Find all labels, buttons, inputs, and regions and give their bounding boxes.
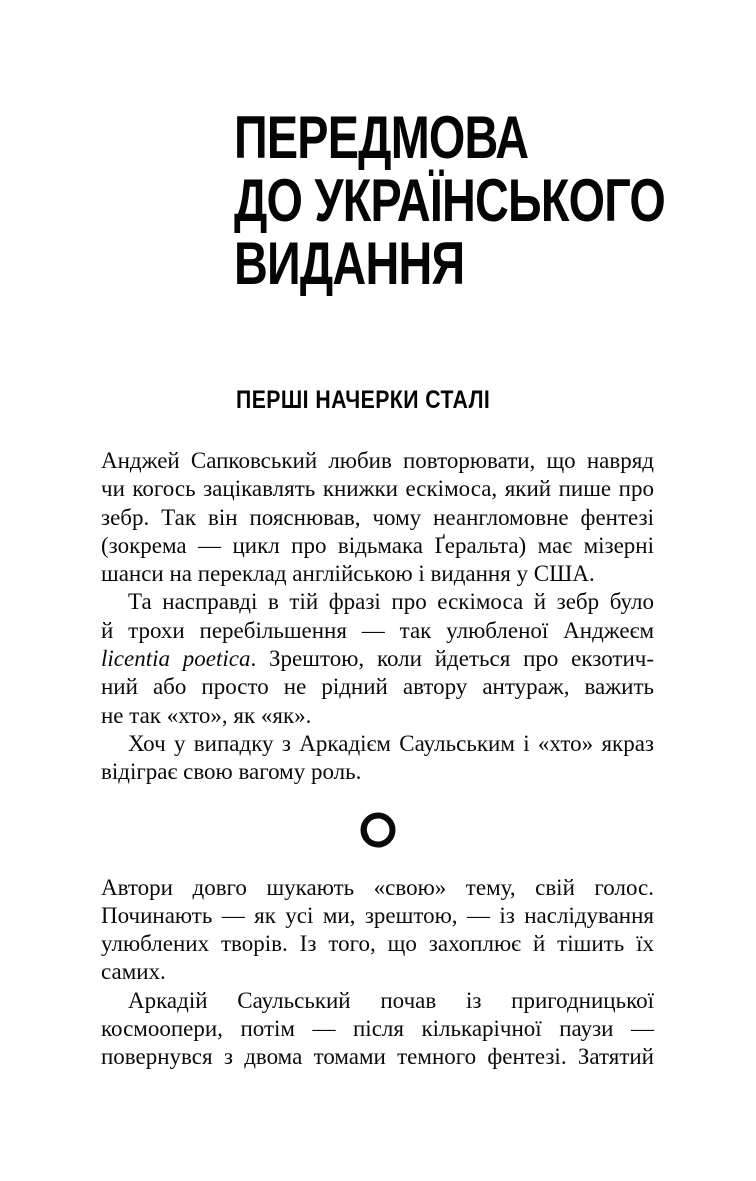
chapter-title-text: ДО УКРАЇНСЬКОГО [234, 167, 666, 234]
italic-text-run: licentia poetica [101, 646, 251, 672]
paragraph [101, 874, 654, 987]
text-run: самих. [101, 959, 166, 985]
text-line [101, 447, 654, 475]
chapter-title-line [234, 106, 756, 169]
paragraph [101, 730, 654, 787]
section-heading-text: ПЕРШІ НАЧЕРКИ СТАЛІ [236, 386, 491, 414]
text-line [101, 645, 654, 673]
text-run: повернувся з двома томами темного фентезі. Затятий [101, 1044, 654, 1070]
text-line [101, 504, 654, 532]
ornament-divider [101, 787, 654, 874]
chapter-title-text: ВИДАННЯ [234, 230, 465, 297]
text-run: . Зрештою, коли йдеться про екзотич- [250, 646, 654, 672]
text-line [101, 1043, 654, 1071]
text-run: шанси на переклад англійською і видання у США. [101, 561, 595, 587]
text-line [101, 588, 654, 616]
text-line [101, 475, 654, 503]
chapter-title [234, 106, 756, 295]
text-run: Починають — як усі ми, зрештою, — із наслідування [101, 902, 654, 928]
text-run: (зокрема — цикл про відьмака Ґеральта) має мізерні [101, 532, 654, 558]
chapter-title-text: ПЕРЕДМОВА [234, 104, 529, 171]
text-run: зебр. Так він пояснював, чому неангломовне фентезі [101, 504, 654, 530]
text-run: Аркадій Саульський почав із пригодницької [128, 987, 654, 1013]
text-line [101, 673, 654, 701]
text-run: Анджей Сапковський любив повторювати, що навряд [101, 448, 654, 473]
chapter-title-line [234, 169, 756, 232]
text-column [101, 447, 654, 1072]
text-run: відіграє свою вагому роль. [101, 759, 362, 785]
text-line [101, 617, 654, 645]
text-run: космоопери, потім — після кількарічної паузи — [101, 1016, 654, 1042]
brush-circle-icon [356, 809, 400, 851]
text-line [101, 958, 654, 986]
text-run: не так «хто», як «як». [101, 702, 312, 728]
section-heading [236, 385, 535, 415]
paragraph [101, 447, 654, 588]
text-line [101, 730, 654, 758]
paragraph [101, 987, 654, 1072]
text-line [101, 702, 654, 730]
text-line [101, 532, 654, 560]
text-line [101, 987, 654, 1015]
text-line [101, 930, 654, 958]
text-line [101, 1015, 654, 1043]
text-run: Автори довго шукають «свою» тему, свій голос. [101, 874, 654, 900]
text-run: Хоч у випадку з Аркадієм Саульським і «хто» якраз [128, 730, 654, 756]
paragraph [101, 588, 654, 729]
text-run: Та насправді в тій фразі про ескімоса й зебр було [128, 589, 654, 615]
chapter-title-line [234, 232, 756, 295]
text-run: й трохи перебільшення — так улюбленої Анджеєм [101, 617, 654, 643]
text-run: ний або просто не рідний автору антураж, важить [101, 674, 654, 700]
text-run: чи когось зацікавлять книжки ескімоса, який пише про [101, 476, 654, 502]
text-line [101, 874, 654, 902]
text-line [101, 758, 654, 786]
text-line [101, 560, 654, 588]
text-run: улюблених творів. Із того, що захоплює й тішить їх [101, 931, 654, 957]
text-line [101, 902, 654, 930]
